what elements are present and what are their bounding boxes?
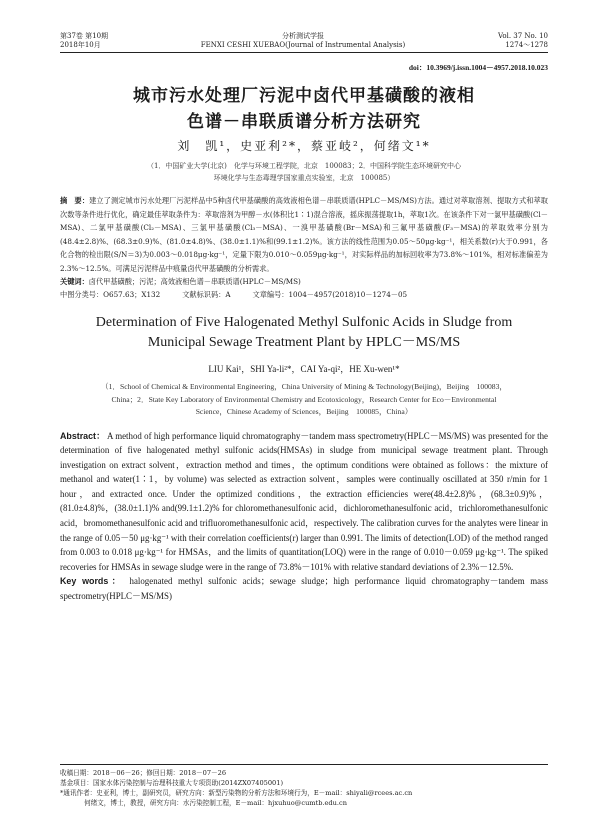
cn-authors: 刘 凯¹，史亚利²*，蔡亚岐²，何绪文¹*: [177, 139, 431, 153]
funding: 基金项目：国家水体污染控制与治理科技重大专项资助(2014ZX07405001): [60, 779, 284, 787]
footnotes: [60, 764, 548, 808]
document-code: 文献标识码：A: [182, 290, 231, 299]
header-right: [498, 32, 548, 50]
cn-title-line1: 城市污水处理厂污泥中卤代甲基磺酸的液相: [133, 86, 475, 106]
en-affiliation: [60, 381, 548, 419]
en-keywords-label: Key words：: [60, 576, 124, 587]
cn-affil-line1: （1．中国矿业大学(北京) 化学与环境工程学院，北京 100083；2．中国科学院生态环境研究中心: [146, 162, 462, 170]
en-keywords-text: halogenated methyl sulfonic acids；sewage sludge；high performance liquid chromatography－tandem mass spectrometry(HPLC－MS/MS): [60, 576, 548, 602]
cn-affil-line2: 环境化学与生态毒理学国家重点实验室，北京 100085）: [213, 174, 395, 182]
cn-abstract: [60, 194, 548, 275]
header-left: [60, 32, 108, 50]
journal-header: [60, 0, 548, 50]
volume-issue-cn: 第37卷 第10期: [60, 32, 109, 40]
en-keywords: [60, 574, 548, 603]
en-authors: LIU Kai¹，SHI Ya-li²*，CAI Ya-qi²，HE Xu-wen¹*: [208, 364, 400, 374]
corresponding-author-1: *通讯作者：史亚利，博士，副研究员，研究方向：新型污染物的分析方法和环境行为，E－mail：shiyali@rcees.ac.cn: [60, 789, 413, 797]
cn-keywords-label: 关键词：: [60, 277, 89, 286]
corresponding-author-2: 何绪文，博士，教授，研究方向：水污染控制工程，E－mail：hjxuhuo@cumtb.edu.cn: [84, 799, 347, 807]
en-affil-line2: China；2．State Key Laboratory of Environmental Chemistry and Ecotoxicology，Research Center for Eco－Environmental: [111, 394, 497, 404]
cn-keywords-text: 卤代甲基磺酸；污泥；高效液相色谱－串联质谱(HPLC－MS/MS): [88, 277, 301, 286]
en-affil-line3: Science，Chinese Academy of Sciences，Beijing 100085，China）: [195, 407, 413, 416]
clc-number: 中图分类号：O657.63；X132: [60, 290, 161, 299]
page-range: 1274～1278: [505, 41, 548, 49]
volume-issue-en: Vol. 37 No. 10: [497, 32, 548, 40]
en-affil-line1: （1．School of Chemical & Environmental Engineering，China University of Mining & Technology(Beijing)，Beijing 100083，: [101, 382, 507, 391]
journal-name-en: FENXI CESHI XUEBAO(Journal of Instrumental Analysis): [200, 41, 406, 49]
cn-keywords: [60, 275, 548, 288]
cn-affiliation: [60, 160, 548, 184]
received-date: 收稿日期：2018－06－26；修回日期：2018－07－26: [60, 769, 227, 777]
article-number: 文章编号：1004－4957(2018)10－1274－05: [252, 290, 408, 299]
date-cn: 2018年10月: [60, 41, 101, 49]
en-title-line2: Municipal Sewage Treatment Plant by HPLC－MS/MS: [147, 335, 461, 350]
cn-title: [60, 83, 548, 135]
doi: doi：10.3969/j.issn.1004－4957.2018.10.023: [408, 63, 548, 72]
cn-abstract-label: 摘 要：: [60, 196, 90, 205]
en-abstract-text: A method of high performance liquid chromatography－tandem mass spectrometry(HPLC－MS/MS) was presented for the determination of five halogenated methyl sulfonic acids(HMSAs) in sludge from municipal sewage treatment plant. Through investigation on extract solvent，extraction method and times，the optimum conditions were obtained as follows：the mixture of methanol and water(1∶1，by volume) was selected as extraction solvent，samples were continually oscillated at 350 r/min for 1 hour，and extracted once. Under the optimized conditions，the extraction efficiencies were(48.4±2.8)%，(68.3±0.9)%，(81.0±4.8)%，(38.0±1.1)% and(99.1±1.2)% for chloromethanesulfonic acid，dichloromethanesulfonic acid，trichloromethanesulfonic acid，bromomethanesulfonic acid and trifluoromethanesulfonic acid，respectively. The calibration curves for the analytes were linear in the range of 0.05－50 μg·kg⁻¹ with their correlation coefficients(r) larger than 0.991. The limits of detection(LOD) of the method ranged from 0.003 to 0.018 μg·kg⁻¹ for HMSAs，and the limits of quantitation(LOQ) were in the range of 0.010－0.059 μg·kg⁻¹. The spiked recoveries for HMSAs in sewage sludge were in the range of 73.8%－101% with relative standard deviations of 2.3%－12.5%.: [60, 430, 548, 572]
en-title-line1: Determination of Five Halogenated Methyl Sulfonic Acids in Sludge from: [95, 315, 513, 330]
cn-classification: [60, 288, 548, 301]
journal-name-cn: 分析测试学报: [282, 32, 324, 40]
cn-abstract-text: 建立了测定城市污水处理厂污泥样品中5种卤代甲基磺酸的高效液相色谱－串联质谱(HPLC－MS/MS)方法。通过对萃取溶剂、提取方式和萃取次数等条件进行优化，确定最佳萃取条件为：萃取溶剂为甲醇－水(体积比1∶1)混合溶液，摇床振荡提取1h，萃取1次。在该条件下对一氯甲基磺酸(Cl－MSA)、二氯甲基磺酸(Cl₂－MSA)、三氯甲基磺酸(Cl₃－MSA)、一溴甲基磺酸(Br－MSA)和三氟甲基磺酸(F₃－MSA)的萃取效率分别为(48.4±2.8)%、(68.3±0.9)%、(81.0±4.8)%、(38.0±1.1)%和(99.1±1.2)%。该方法的线性范围为0.05～50μg·kg⁻¹，相关系数(r)大于0.991，各化合物的检出限(S/N＝3)为0.003～0.018μg·kg⁻¹，定量下限为0.010～0.059μg·kg⁻¹，对实际样品的加标回收率为73.8%～101%，相对标准偏差为2.3%～12.5%。可满足污泥样品中痕量卤代甲基磺酸的分析需求。: [60, 196, 548, 273]
header-center: [201, 32, 406, 50]
en-abstract: [60, 429, 548, 575]
en-abstract-label: Abstract：: [60, 430, 106, 441]
header-rule: [60, 52, 548, 53]
cn-title-line2: 色谱－串联质谱分析方法研究: [187, 112, 421, 132]
en-title: [60, 313, 548, 353]
